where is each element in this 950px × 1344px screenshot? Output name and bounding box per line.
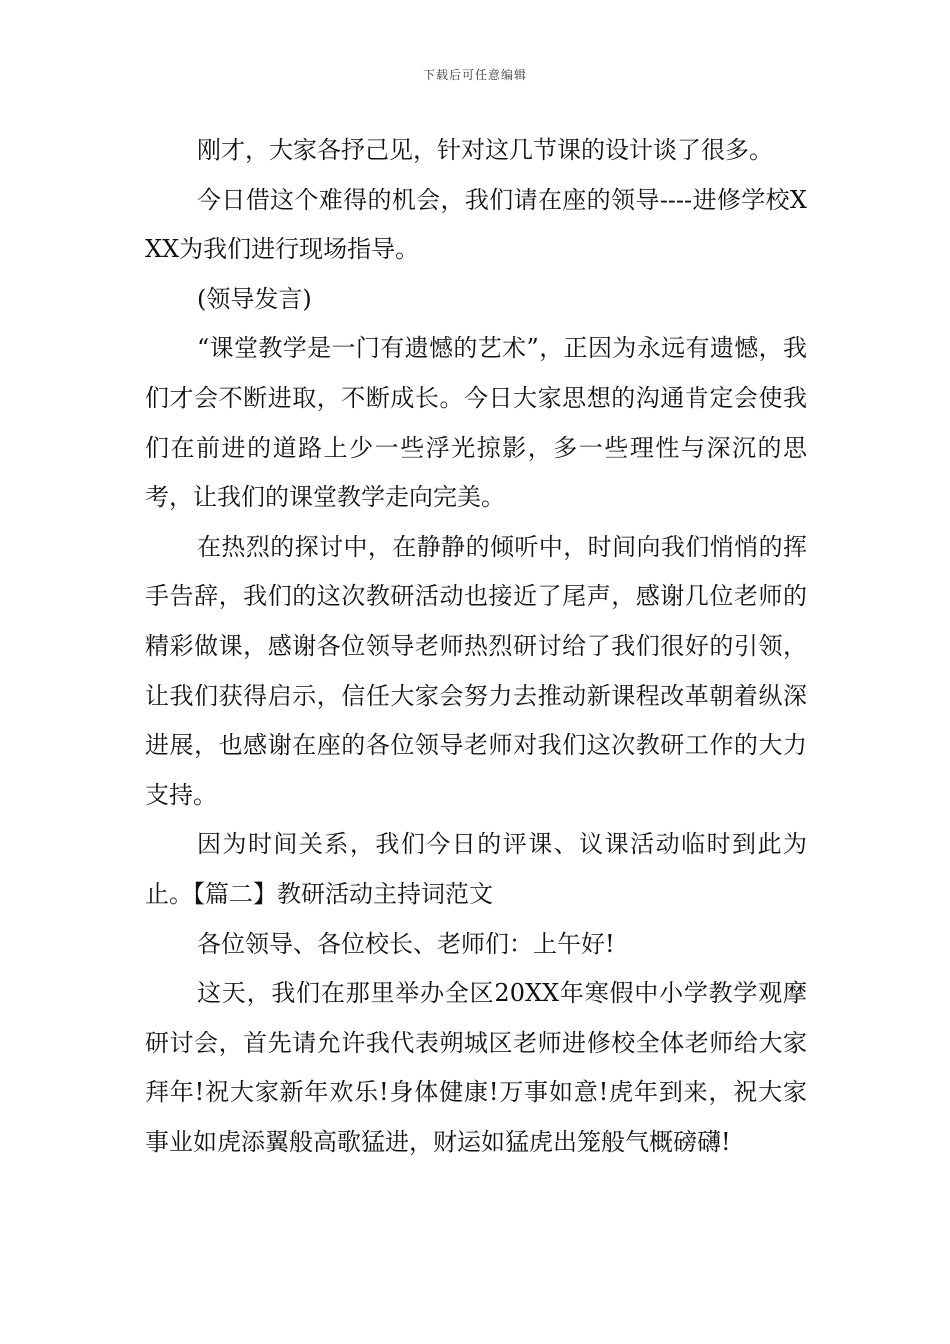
paragraph-8: 这天，我们在那里举办全区20XX年寒假中小学教学观摩研讨会，首先请允许我代表朔城区老师进修校全体老师给大家拜年!祝大家新年欢乐!身体健康!万事如意!虎年到来，祝大家事业如虎添翼般高歌猛进，财运如猛虎出笼般气概磅礴! — [145, 979, 807, 1156]
document-body — [145, 126, 807, 1167]
paragraph-6: 因为时间关系，我们今日的评课、议课活动临时到此为止。【篇二】教研活动主持词范文 — [145, 830, 807, 908]
paragraph-1: 刚才，大家各抒己见，针对这几节课的设计谈了很多。 — [197, 136, 773, 164]
paragraph-4: “课堂教学是一门有遗憾的艺术”，正因为永远有遗憾，我们才会不断进取，不断成长。今日大家思想的沟通肯定会使我们在前进的道路上少一些浮光掠影，多一些理性与深沉的思考，让我们的课堂教学走向完美。 — [145, 334, 807, 512]
paragraph-5: 在热烈的探讨中，在静静的倾听中，时间向我们悄悄的挥手告辞，我们的这次教研活动也接近了尾声，感谢几位老师的精彩做课，感谢各位领导老师热烈研讨给了我们很好的引领，让我们获得启示，信任大家会努力去推动新课程改革朝着纵深进展，也感谢在座的各位领导老师对我们这次教研工作的大力支持。 — [145, 532, 807, 809]
paragraph-3: (领导发言) — [197, 284, 312, 313]
page-header: 下载后可任意编辑 — [422, 68, 527, 82]
paragraph-7: 各位领导、各位校长、老师们：上午好! — [197, 929, 615, 958]
paragraph-2: 今日借这个难得的机会，我们请在座的领导----进修学校XXX为我们进行现场指导。 — [145, 185, 807, 264]
